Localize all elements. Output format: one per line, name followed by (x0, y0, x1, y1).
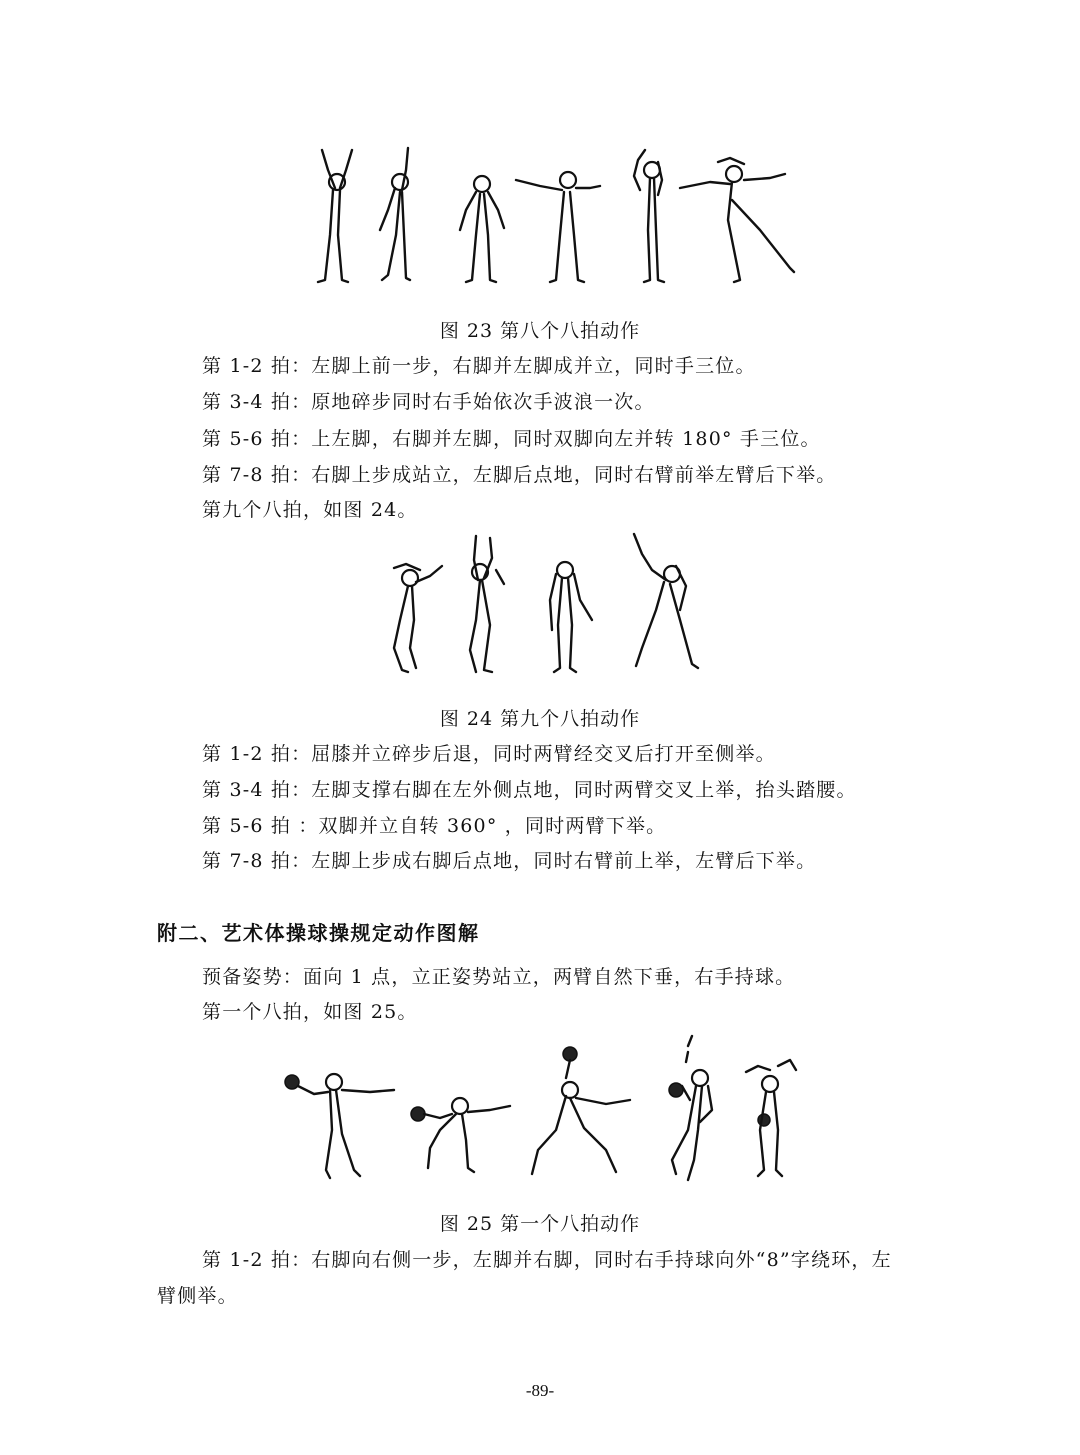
figure-24-illustration (380, 530, 710, 680)
text-line: 第 3-4 拍：原地碎步同时右手始依次手波浪一次。 (202, 391, 655, 413)
stick-figure-1 (394, 564, 442, 672)
text-line: 第 1-2 拍：右脚向右侧一步，左脚并右脚，同时右手持球向外“8”字绕环，左 (202, 1249, 892, 1271)
section-heading: 附二、艺术体操球操规定动作图解 (157, 921, 480, 945)
text-line: 第 7-8 拍：右脚上步成站立，左脚后点地，同时右臂前举左臂后下举。 (202, 464, 837, 486)
stick-figure-4 (516, 172, 600, 282)
figure-25-illustration (270, 1030, 810, 1200)
page-number: -89- (525, 1381, 555, 1400)
text-line: 第 7-8 拍：左脚上步成右脚后点地，同时右臂前上举，左臂后下举。 (202, 850, 817, 872)
stick-figure-6 (680, 158, 794, 282)
text-line: 第 5-6 拍 ：双脚并立自转 360° ，同时两臂下举。 (202, 815, 667, 837)
figure-23-illustration (300, 140, 800, 290)
text-line: 第 5-6 拍：上左脚，右脚并左脚，同时双脚向左并转 180° 手三位。 (202, 428, 821, 450)
text-line: 第 1-2 拍：左脚上前一步，右脚并左脚成并立，同时手三位。 (202, 355, 756, 377)
stick-figure-4 (669, 1036, 712, 1180)
stick-figure-1 (285, 1074, 394, 1178)
text-line: 臂侧举。 (157, 1285, 238, 1307)
text-line: 第 3-4 拍：左脚支撑右脚在左外侧点地，同时两臂交叉上举，抬头踏腰。 (202, 779, 857, 801)
text-line: 第九个八拍，如图 24。 (202, 499, 418, 521)
stick-figure-3 (532, 1047, 630, 1174)
stick-figure-2 (380, 148, 410, 280)
stick-figure-3 (550, 562, 592, 672)
stick-figure-1 (318, 150, 352, 282)
stick-figure-5 (746, 1060, 796, 1176)
stick-figure-3 (460, 176, 504, 282)
stick-figure-5 (634, 150, 664, 282)
stick-figure-4 (634, 534, 698, 668)
text-line: 第一个八拍，如图 25。 (202, 1001, 418, 1023)
text-line: 预备姿势：面向 1 点，立正姿势站立，两臂自然下垂，右手持球。 (202, 966, 796, 988)
figure-24-caption: 图 24 第九个八拍动作 (439, 708, 641, 730)
figure-25-caption: 图 25 第一个八拍动作 (439, 1213, 641, 1235)
stick-figure-2 (470, 536, 504, 672)
figure-23-caption: 图 23 第八个八拍动作 (439, 320, 641, 342)
text-line: 第 1-2 拍：屈膝并立碎步后退，同时两臂经交叉后打开至侧举。 (202, 743, 776, 765)
stick-figure-2 (411, 1098, 510, 1172)
